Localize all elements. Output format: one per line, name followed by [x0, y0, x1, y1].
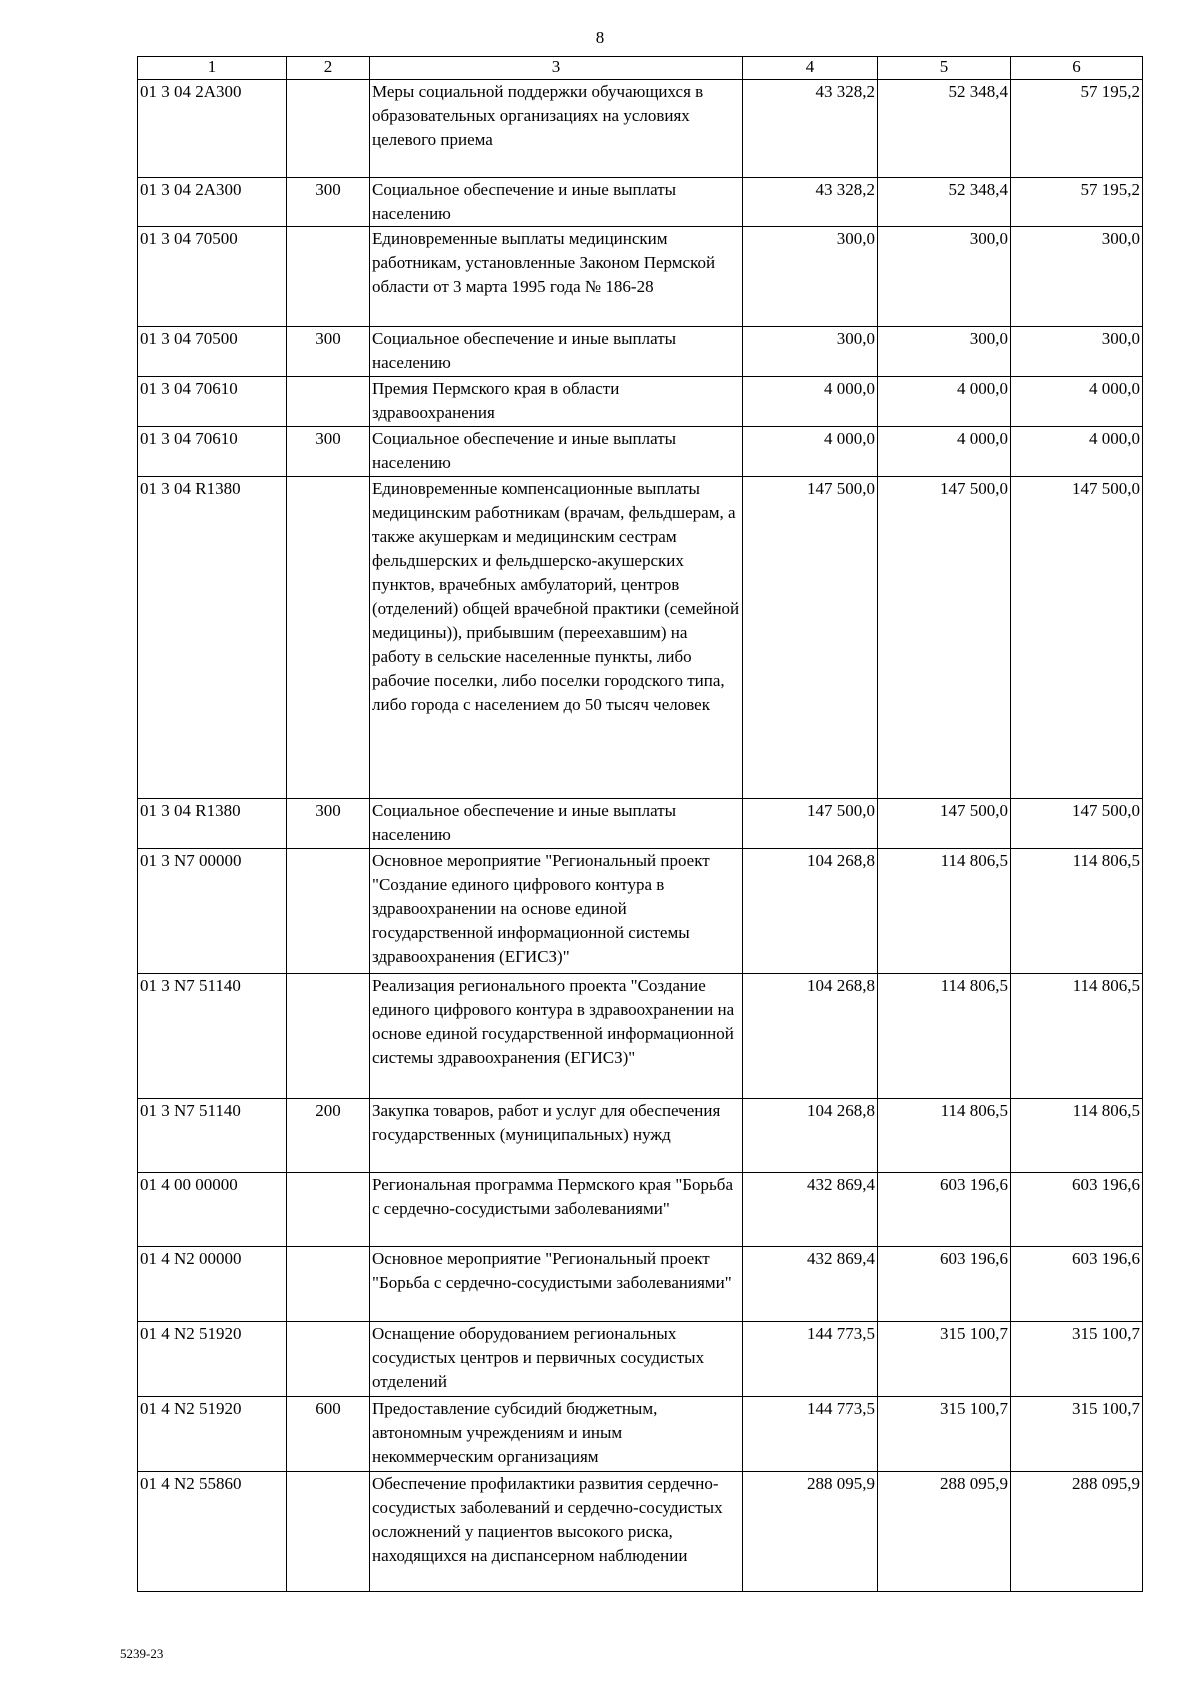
amount-cell-col6: 147 500,0: [1011, 477, 1143, 799]
amount-cell-col6: 288 095,9: [1011, 1472, 1143, 1592]
amount-cell-col4: 288 095,9: [743, 1472, 878, 1592]
code-cell: 01 3 04 70610: [138, 377, 287, 427]
table-row: [138, 1472, 1143, 1592]
code-cell: 01 3 04 70500: [138, 227, 287, 327]
table-row: [138, 377, 1143, 427]
amount-cell-col4: 300,0: [743, 227, 878, 327]
description-cell: Основное мероприятие "Региональный проект "Борьба с сердечно-сосудистыми заболеваниями": [370, 1247, 743, 1322]
table-row: [138, 477, 1143, 799]
code-cell: 01 3 04 R1380: [138, 799, 287, 849]
description-cell: Социальное обеспечение и иные выплаты населению: [370, 427, 743, 477]
description-cell: Меры социальной поддержки обучающихся в образовательных организациях на условиях целевого приема: [370, 80, 743, 178]
expense-type-cell: [287, 80, 370, 178]
description-cell: Обеспечение профилактики развития сердечно-сосудистых заболеваний и сердечно-сосудистых осложнений у пациентов высокого риска, находящихся на диспансерном наблюдении: [370, 1472, 743, 1592]
amount-cell-col4: 104 268,8: [743, 1099, 878, 1173]
amount-cell-col4: 300,0: [743, 327, 878, 377]
amount-cell-col6: 300,0: [1011, 227, 1143, 327]
column-header: 4: [743, 57, 878, 80]
expense-type-cell: 300: [287, 799, 370, 849]
amount-cell-col5: 603 196,6: [878, 1247, 1011, 1322]
table-row: [138, 1397, 1143, 1472]
expense-type-cell: [287, 1472, 370, 1592]
amount-cell-col5: 114 806,5: [878, 1099, 1011, 1173]
amount-cell-col4: 432 869,4: [743, 1247, 878, 1322]
description-cell: Социальное обеспечение и иные выплаты населению: [370, 327, 743, 377]
amount-cell-col6: 114 806,5: [1011, 849, 1143, 974]
code-cell: 01 3 04 R1380: [138, 477, 287, 799]
table-row: [138, 799, 1143, 849]
code-cell: 01 3 N7 51140: [138, 974, 287, 1099]
description-cell: Предоставление субсидий бюджетным, автономным учреждениям и иным некоммерческим организациям: [370, 1397, 743, 1472]
description-cell: Региональная программа Пермского края "Борьба с сердечно-сосудистыми заболеваниями": [370, 1173, 743, 1247]
amount-cell-col4: 144 773,5: [743, 1397, 878, 1472]
code-cell: 01 3 04 2A300: [138, 80, 287, 178]
code-cell: 01 4 N2 51920: [138, 1322, 287, 1397]
expense-type-cell: 300: [287, 327, 370, 377]
expense-type-cell: [287, 477, 370, 799]
amount-cell-col6: 603 196,6: [1011, 1173, 1143, 1247]
expense-type-cell: 300: [287, 178, 370, 227]
budget-table: [137, 56, 1143, 1592]
table-row: [138, 227, 1143, 327]
amount-cell-col5: 300,0: [878, 227, 1011, 327]
code-cell: 01 4 N2 55860: [138, 1472, 287, 1592]
column-header: 2: [287, 57, 370, 80]
expense-type-cell: [287, 1173, 370, 1247]
amount-cell-col5: 4 000,0: [878, 377, 1011, 427]
amount-cell-col5: 4 000,0: [878, 427, 1011, 477]
code-cell: 01 3 04 2A300: [138, 178, 287, 227]
code-cell: 01 3 04 70500: [138, 327, 287, 377]
table-row: [138, 1247, 1143, 1322]
amount-cell-col6: 300,0: [1011, 327, 1143, 377]
table-row: [138, 849, 1143, 974]
amount-cell-col6: 315 100,7: [1011, 1322, 1143, 1397]
amount-cell-col4: 147 500,0: [743, 477, 878, 799]
amount-cell-col5: 288 095,9: [878, 1472, 1011, 1592]
amount-cell-col4: 147 500,0: [743, 799, 878, 849]
expense-type-cell: 600: [287, 1397, 370, 1472]
expense-type-cell: 200: [287, 1099, 370, 1173]
expense-type-cell: [287, 974, 370, 1099]
amount-cell-col6: 603 196,6: [1011, 1247, 1143, 1322]
amount-cell-col5: 603 196,6: [878, 1173, 1011, 1247]
amount-cell-col6: 4 000,0: [1011, 377, 1143, 427]
expense-type-cell: [287, 377, 370, 427]
table-row: [138, 80, 1143, 178]
expense-type-cell: [287, 849, 370, 974]
description-cell: Закупка товаров, работ и услуг для обеспечения государственных (муниципальных) нужд: [370, 1099, 743, 1173]
amount-cell-col6: 114 806,5: [1011, 1099, 1143, 1173]
column-header: 5: [878, 57, 1011, 80]
code-cell: 01 3 N7 51140: [138, 1099, 287, 1173]
table-header-row: [138, 57, 1143, 80]
amount-cell-col4: 104 268,8: [743, 974, 878, 1099]
table-row: [138, 427, 1143, 477]
description-cell: Реализация регионального проекта "Создание единого цифрового контура в здравоохранении на основе единой государственной информационной системы здравоохранения (ЕГИСЗ)": [370, 974, 743, 1099]
amount-cell-col4: 43 328,2: [743, 80, 878, 178]
document-id: 5239-23: [120, 1646, 164, 1661]
amount-cell-col6: 147 500,0: [1011, 799, 1143, 849]
description-cell: Социальное обеспечение и иные выплаты населению: [370, 799, 743, 849]
table-row: [138, 178, 1143, 227]
description-cell: Основное мероприятие "Региональный проект "Создание единого цифрового контура в здравоохранении на основе единой государственной информационной системы здравоохранения (ЕГИСЗ)": [370, 849, 743, 974]
expense-type-cell: [287, 1322, 370, 1397]
amount-cell-col4: 4 000,0: [743, 427, 878, 477]
amount-cell-col5: 315 100,7: [878, 1397, 1011, 1472]
expense-type-cell: [287, 1247, 370, 1322]
amount-cell-col6: 114 806,5: [1011, 974, 1143, 1099]
code-cell: 01 4 N2 51920: [138, 1397, 287, 1472]
amount-cell-col5: 52 348,4: [878, 178, 1011, 227]
code-cell: 01 3 N7 00000: [138, 849, 287, 974]
amount-cell-col5: 114 806,5: [878, 974, 1011, 1099]
amount-cell-col4: 432 869,4: [743, 1173, 878, 1247]
amount-cell-col4: 43 328,2: [743, 178, 878, 227]
amount-cell-col5: 147 500,0: [878, 799, 1011, 849]
amount-cell-col6: 4 000,0: [1011, 427, 1143, 477]
table-row: [138, 327, 1143, 377]
amount-cell-col6: 315 100,7: [1011, 1397, 1143, 1472]
description-cell: Единовременные компенсационные выплаты медицинским работникам (врачам, фельдшерам, а также акушеркам и медицинским сестрам фельдшерских и фельдшерско-акушерских пунктов, врачебных амбулаторий, центров (отделений) общей врачебной практики (семейной медицины)), прибывшим (переехавшим) на работу в сельские населенные пункты, либо рабочие поселки, либо поселки городского типа, либо города с населением до 50 тысяч человек: [370, 477, 743, 799]
column-header: 3: [370, 57, 743, 80]
page-number: 8: [595, 28, 605, 47]
code-cell: 01 4 00 00000: [138, 1173, 287, 1247]
description-cell: Премия Пермского края в области здравоохранения: [370, 377, 743, 427]
amount-cell-col5: 147 500,0: [878, 477, 1011, 799]
code-cell: 01 3 04 70610: [138, 427, 287, 477]
table-row: [138, 1173, 1143, 1247]
expense-type-cell: [287, 227, 370, 327]
amount-cell-col4: 104 268,8: [743, 849, 878, 974]
table-row: [138, 1322, 1143, 1397]
table-row: [138, 974, 1143, 1099]
expense-type-cell: 300: [287, 427, 370, 477]
table-body: [138, 80, 1143, 1592]
column-header: 6: [1011, 57, 1143, 80]
amount-cell-col5: 300,0: [878, 327, 1011, 377]
amount-cell-col5: 114 806,5: [878, 849, 1011, 974]
amount-cell-col4: 4 000,0: [743, 377, 878, 427]
description-cell: Социальное обеспечение и иные выплаты населению: [370, 178, 743, 227]
amount-cell-col4: 144 773,5: [743, 1322, 878, 1397]
amount-cell-col6: 57 195,2: [1011, 178, 1143, 227]
amount-cell-col5: 52 348,4: [878, 80, 1011, 178]
description-cell: Единовременные выплаты медицинским работникам, установленные Законом Пермской области от 3 марта 1995 года № 186-28: [370, 227, 743, 327]
description-cell: Оснащение оборудованием региональных сосудистых центров и первичных сосудистых отделений: [370, 1322, 743, 1397]
code-cell: 01 4 N2 00000: [138, 1247, 287, 1322]
column-header: 1: [138, 57, 287, 80]
amount-cell-col5: 315 100,7: [878, 1322, 1011, 1397]
amount-cell-col6: 57 195,2: [1011, 80, 1143, 178]
table-row: [138, 1099, 1143, 1173]
